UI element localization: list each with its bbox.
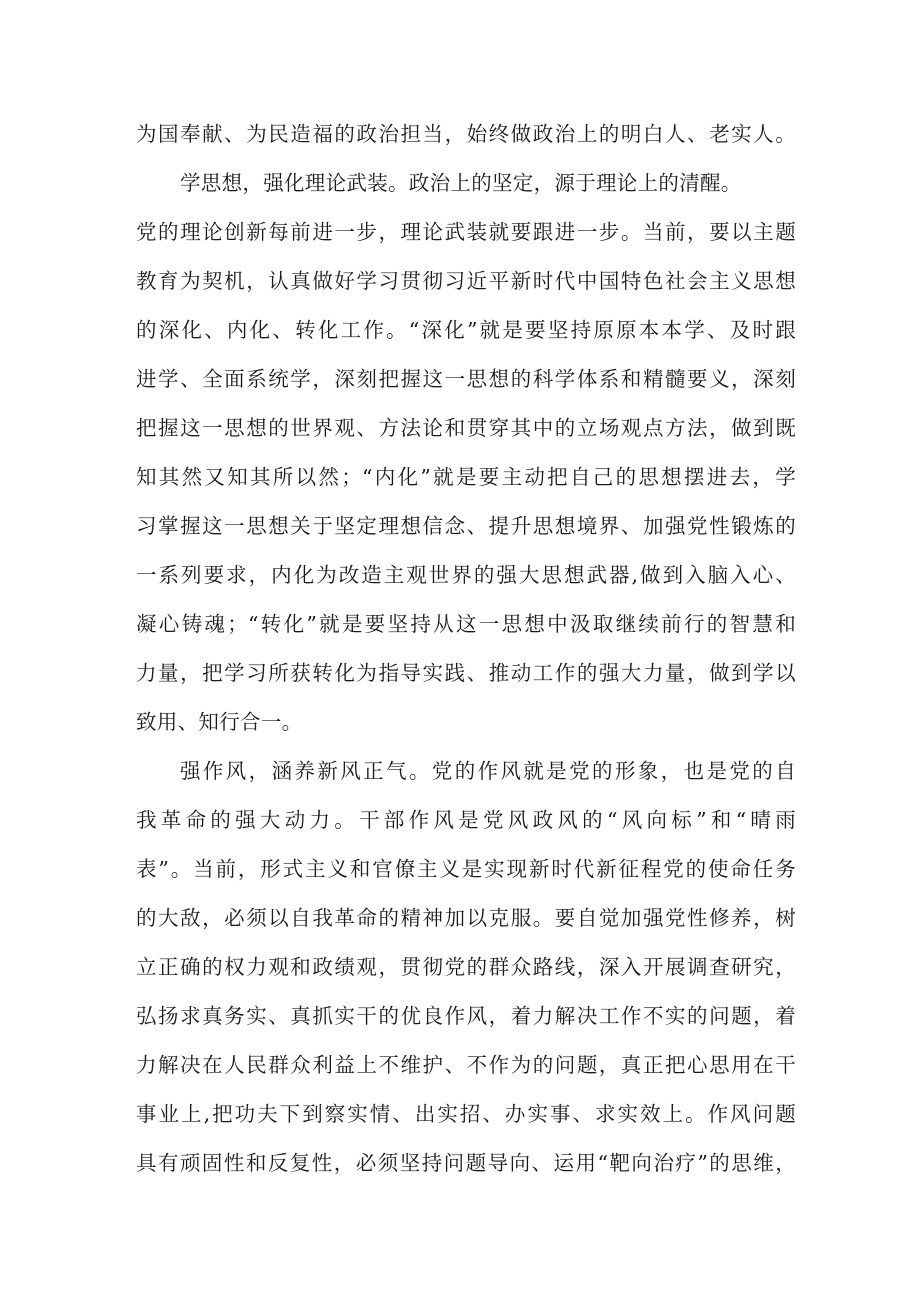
text-line: 强作风，涵养新风正气。党的作风就是党的形象，也是党的自	[180, 759, 796, 783]
text-line: 表”。当前，形式主义和官僚主义是实现新时代新征程党的使命任务	[136, 857, 796, 881]
text-line: 教育为契机，认真做好学习贯彻习近平新时代中国特色社会主义思想	[136, 269, 796, 293]
text-line: 为国奉献、为民造福的政治担当，始终做政治上的明白人、老实人。	[136, 122, 796, 146]
text-line: 习掌握这一思想关于坚定理想信念、提升思想境界、加强党性锻炼的	[136, 514, 796, 538]
text-line: 一系列要求，内化为改造主观世界的强大思想武器,做到入脑入心、	[136, 563, 796, 587]
text-line: 凝心铸魂；“转化”就是要坚持从这一思想中汲取继续前行的智慧和	[136, 612, 796, 636]
document-body	[136, 110, 796, 1188]
text-line: 力量，把学习所获转化为指导实践、推动工作的强大力量，做到学以	[136, 661, 796, 685]
text-line: 致用、知行合一。	[136, 710, 303, 734]
text-line: 知其然又知其所以然；“内化”就是要主动把自己的思想摆进去，学	[136, 465, 796, 489]
text-line: 把握这一思想的世界观、方法论和贯穿其中的立场观点方法，做到既	[136, 416, 796, 440]
text-line: 我革命的强大动力。干部作风是党风政风的“风向标”和“晴雨	[136, 808, 796, 832]
text-line: 具有顽固性和反复性，必须坚持问题导向、运用“靶向治疗”的思维，	[136, 1151, 796, 1175]
text-line: 的大敌，必须以自我革命的精神加以克服。要自觉加强党性修养，树	[136, 906, 796, 930]
text-line: 党的理论创新每前进一步，理论武装就要跟进一步。当前，要以主题	[136, 220, 796, 244]
text-line: 的深化、内化、转化工作。“深化”就是要坚持原原本本学、及时跟	[136, 318, 796, 342]
text-line: 进学、全面系统学，深刻把握这一思想的科学体系和精髓要义，深刻	[136, 367, 796, 391]
text-line: 弘扬求真务实、真抓实干的优良作风，着力解决工作不实的问题，着	[136, 1004, 796, 1028]
text-line: 力解决在人民群众利益上不维护、不作为的问题，真正把心思用在干	[136, 1053, 796, 1077]
text-line: 学思想，强化理论武装。政治上的坚定，源于理论上的清醒。	[180, 171, 742, 195]
text-line: 事业上,把功夫下到察实情、出实招、办实事、求实效上。作风问题	[136, 1102, 796, 1126]
text-line: 立正确的权力观和政绩观，贯彻党的群众路线，深入开展调查研究，	[136, 955, 796, 979]
